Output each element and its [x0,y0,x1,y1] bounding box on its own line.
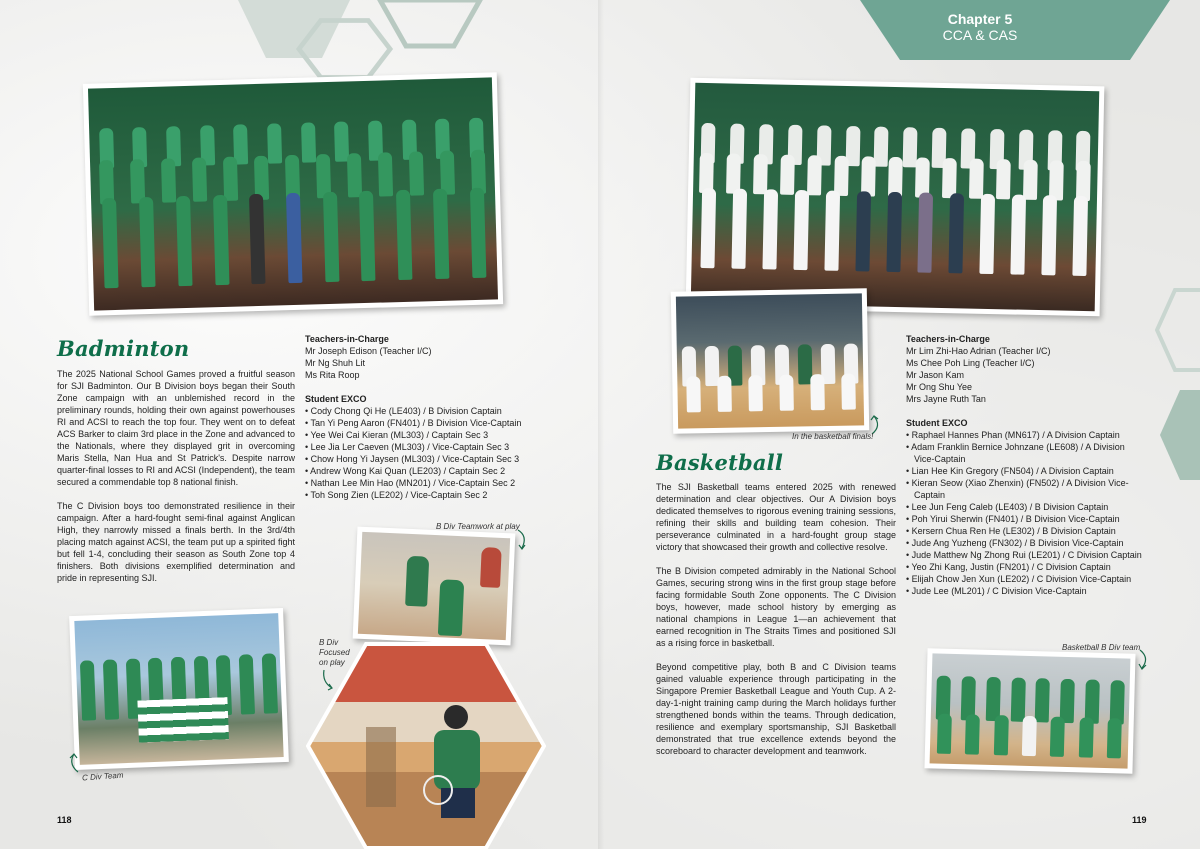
teacher-2: Mr Ng Shuh Lit [305,358,366,368]
c-div-team-photo [69,608,289,770]
teacher-5: Mrs Jayne Ruth Tan [906,394,986,404]
hexagon-decoration-right [1145,285,1200,505]
b-div-focused-photo [306,642,546,849]
page-number-right: 119 [1132,815,1147,825]
basketball-b-div-photo [924,648,1135,773]
exco-item: • Jude Ang Yuzheng (FN302) / B Division Vice-Captain [906,537,1146,549]
caption-finals: In the basketball finals! [792,432,874,441]
curved-arrow-icon [66,752,84,776]
exco-list [305,405,555,501]
exco-heading: Student EXCO [906,418,968,428]
exco-item: • Toh Song Zien (LE202) / Vice-Captain Sec 2 [305,489,555,501]
exco-item: • Lee Jun Feng Caleb (LE403) / B Division Captain [906,501,1146,513]
exco-item: • Elijah Chow Jen Xun (LE202) / C Division Vice-Captain [906,573,1146,585]
exco-item: • Kersern Chua Ren He (LE302) / B Division Captain [906,525,1146,537]
exco-item: • Lee Jia Ler Caeven (ML303) / Vice-Captain Sec 3 [305,441,555,453]
chapter-number: Chapter 5 [947,11,1013,27]
teachers-heading: Teachers-in-Charge [305,334,389,344]
exco-item: • Adam Franklin Bernice Johnzane (LE608) / A Division Vice-Captain [906,441,1146,465]
page-gutter [598,0,604,849]
basketball-paragraph-1: The SJI Basketball teams entered 2025 with renewed determination and clear objectives. Our A Division boys dedicated themselves to rigorous evening training sessions, refining their skills and building team cohesion. Their perseverance culminated in a hard-fought group stage victory that showcased their growth and collective resolve. [656,482,896,552]
exco-item: • Jude Matthew Ng Zhong Rui (LE201) / C Division Captain [906,549,1146,561]
curved-arrow-icon [514,528,532,552]
basketball-paragraph-3: Beyond competitive play, both B and C Division teams gained valuable experience through participating in the Singapore Premier Basketball League and Youth Cup. A 2-day-1-night training camp during the March holidays further strengthened bonds within the teams. Through dedication, resilience and exemplary sportsmanship, SJI Basketball demonstrated that true excellence extends beyond the scoreboard to character development and teamwork. [656,662,896,756]
exco-item: • Yeo Zhi Kang, Justin (FN201) / C Division Captain [906,561,1146,573]
badminton-paragraph-1: The 2025 National School Games proved a fruitful season for SJI Badminton. Our B Division boys began their South Zone campaign with an unblemished record in the preliminary rounds, holding their own against powerhouses RI and ACSI to reach the top four. They went on to defeat ACS Barker to claim 3rd place in the Zone and advanced to the Nationals, where they displayed grit in overcoming Maris Stella, Nan Hua and St Patrick's. Despite narrow quarter-final losses to RI and ACSI (Independent), the team secured a commendable top 8 national finish. [57,369,295,487]
basketball-title: Basketball [656,450,784,475]
teacher-1: Mr Lim Zhi-Hao Adrian (Teacher I/C) [906,346,1051,356]
badminton-staff-block [305,333,555,501]
badminton-team-photo [83,72,503,315]
badminton-body [57,368,295,596]
exco-item: • Jude Lee (ML201) / C Division Vice-Captain [906,585,1146,597]
teacher-1: Mr Joseph Edison (Teacher I/C) [305,346,432,356]
exco-item: • Cody Chong Qi He (LE403) / B Division Captain [305,405,555,417]
basketball-finals-photo [671,288,869,433]
exco-item: • Lian Hee Kin Gregory (FN504) / A Division Captain [906,465,1146,477]
chapter-name: CCA & CAS [942,27,1018,43]
exco-item: • Nathan Lee Min Hao (MN201) / Vice-Captain Sec 2 [305,477,555,489]
caption-focused: B Div Focused on play [319,638,350,667]
b-div-teamwork-photo [353,527,516,646]
basketball-paragraph-2: The B Division competed admirably in the National School Games, securing strong wins in the first group stage before facing formidable South Zone opponents. The C Division boys, however, made school history by emerging as national champions in League 1—an achievement that earned recognition in The Straits Times and positioned SJI as a rising force in basketball. [656,566,896,648]
exco-item: • Tan Yi Peng Aaron (FN401) / B Division Vice-Captain [305,417,555,429]
basketball-staff-block [906,333,1146,597]
caption-c-div: C Div Team [81,770,124,783]
page-number-left: 118 [57,815,72,825]
exco-item: • Yee Wei Cai Kieran (ML303) / Captain Sec 3 [305,429,555,441]
badminton-title: Badminton [57,336,190,361]
basketball-body [656,481,896,769]
exco-heading: Student EXCO [305,394,367,404]
caption-b-div: Basketball B Div team [1062,643,1141,652]
teachers-heading: Teachers-in-Charge [906,334,990,344]
curved-arrow-icon [1136,648,1152,672]
badminton-paragraph-2: The C Division boys too demonstrated resilience in their campaign. After a hard-fought semi-final against Anglican High, they narrowly missed a finals berth. In the 3rd/4th placing match against ACSI, the team put up a spirited fight but fell 1-4, concluding their season as South Zone top 4 finishers. Both divisions exemplified determination and pride in representing SJI. [57,501,295,583]
chapter-tab [860,0,1170,60]
teacher-3: Ms Rita Roop [305,370,360,380]
exco-item: • Chow Hong Yi Jaysen (ML303) / Vice-Captain Sec 3 [305,453,555,465]
teacher-3: Mr Jason Kam [906,370,965,380]
exco-item: • Poh Yirui Sherwin (FN401) / B Division Vice-Captain [906,513,1146,525]
exco-item: • Kieran Seow (Xiao Zhenxin) (FN502) / A Division Vice-Captain [906,477,1146,501]
basketball-team-photo [686,78,1105,317]
exco-item: • Andrew Wong Kai Quan (LE203) / Captain Sec 2 [305,465,555,477]
teacher-4: Mr Ong Shu Yee [906,382,973,392]
caption-teamwork: B Div Teamwork at play [436,522,520,531]
teacher-2: Ms Chee Poh Ling (Teacher I/C) [906,358,1035,368]
exco-item: • Raphael Hannes Phan (MN617) / A Division Captain [906,429,1146,441]
exco-list [906,429,1146,597]
